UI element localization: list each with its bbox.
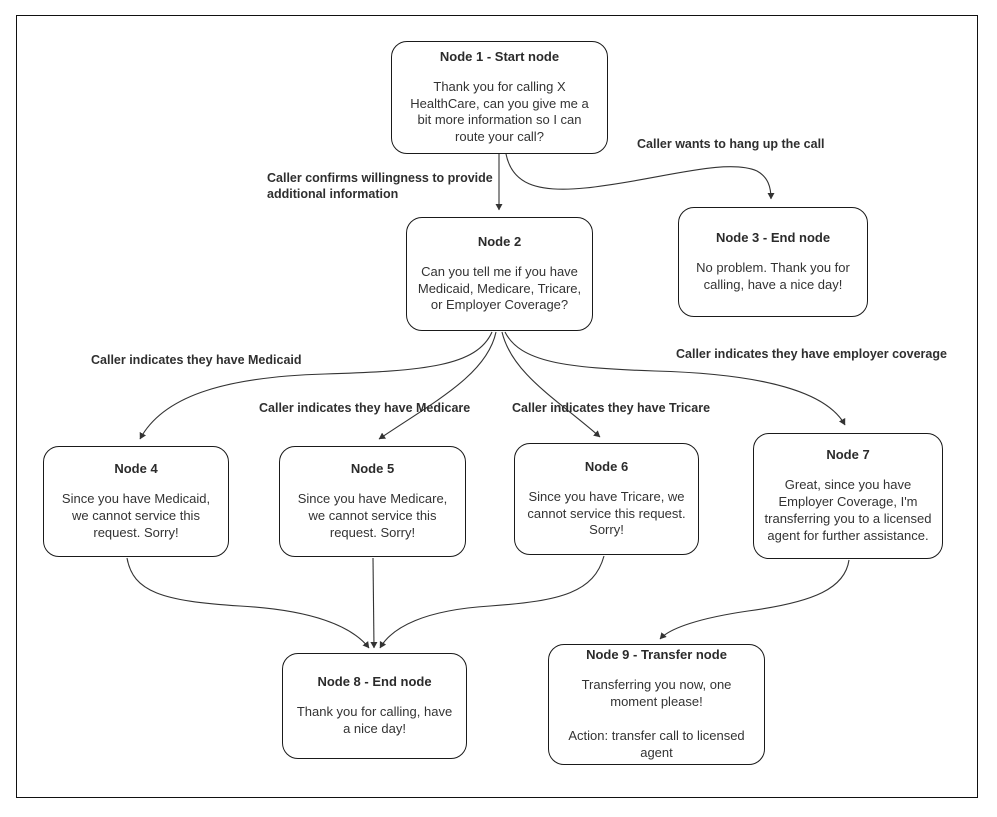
edge-node6-node8 [380, 556, 604, 648]
node-title: Node 5 [350, 461, 395, 477]
node-title: Node 6 [584, 458, 629, 474]
node-body: Transferring you now, one moment please! [581, 677, 732, 710]
edge-label-confirm-info: Caller confirms willingness to provide additional information [267, 171, 493, 201]
node-body: Thank you for calling, have a nice day! [296, 704, 453, 736]
flow-node-5 [279, 446, 466, 557]
node-body: Great, since you have Employer Coverage, I'm transferring you to a licensed agent for further assistance. [764, 477, 932, 543]
flow-node-9-transfer [548, 644, 765, 765]
node-title: Node 4 [114, 461, 158, 477]
node-body: Since you have Medicaid, we cannot service this request. Sorry! [61, 491, 211, 540]
node-body: Since you have Medicare, we cannot service this request. Sorry! [297, 491, 448, 540]
flow-node-8-end [282, 653, 467, 759]
edge-label-employer-coverage: Caller indicates they have employer coverage [676, 347, 947, 361]
node-title: Node 2 [477, 233, 522, 249]
edge-node2-node4 [140, 332, 492, 439]
node-title: Node 7 [826, 447, 870, 463]
edge-label-medicare: Caller indicates they have Medicare [259, 401, 471, 415]
edge-node4-node8 [127, 558, 369, 648]
flow-node-7 [753, 433, 943, 559]
node-title: Node 9 - Transfer node [586, 647, 727, 663]
edge-node7-node9 [660, 560, 849, 639]
node-body: Since you have Tricare, we cannot service this request. Sorry! [527, 488, 686, 538]
edge-node5-node8 [373, 558, 374, 648]
flow-node-4 [43, 446, 229, 557]
edge-node2-node6 [502, 332, 600, 437]
node-title: Node 3 - End node [715, 230, 831, 246]
flow-node-6 [514, 443, 699, 555]
flow-node-1-start [391, 41, 608, 154]
edge-label-tricare: Caller indicates they have Tricare [512, 401, 711, 415]
node-body: No problem. Thank you for calling, have a nice day! [696, 260, 850, 292]
edge-label-hang-up: Caller wants to hang up the call [637, 137, 825, 151]
node-title: Node 8 - End node [317, 674, 432, 690]
node-action-text: Action: transfer call to licensed agent [568, 727, 745, 760]
edge-node2-node5 [379, 332, 496, 439]
flow-node-3-end [678, 207, 868, 317]
node-body: Can you tell me if you have Medicaid, Medicare, Tricare, or Employer Coverage? [417, 263, 582, 313]
node-title: Node 1 - Start node [439, 48, 560, 64]
node-body: Thank you for calling X HealthCare, can you give me a bit more information so I can route your call? [410, 78, 589, 145]
flow-node-2 [406, 217, 593, 331]
edge-node1-node3 [506, 154, 771, 199]
edge-label-medicaid: Caller indicates they have Medicaid [91, 353, 302, 367]
